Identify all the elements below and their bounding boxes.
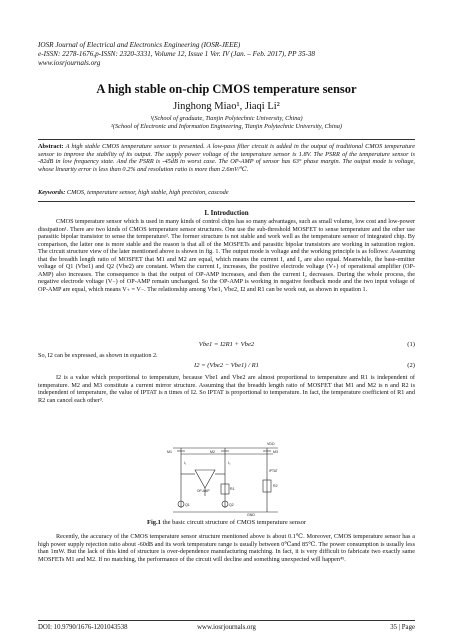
label-q1: Q1: [185, 503, 190, 507]
equation-2-number: (2): [407, 362, 415, 369]
keywords-text: CMOS, temperature sensor, high stable, high precision, cascode: [66, 189, 229, 196]
intro-paragraph-2: So, I2 can be expressed, as shown in equation 2.: [38, 352, 158, 359]
intro-paragraph-4: Recently, the accuracy of the CMOS temperature sensor structure mentioned above is about 0.1℃. Moreover, CMOS temperature sensor has a high power supply rejection ratio about -60dB and its work temperature range is usually between 0℃and 85℃. The power consumption is usually less than 1mW. But the lack of this kind of structure is over-dependence manufacturing matching. In fact, it is very difficult to fabricate two exactly same MOSFETs M1 and M2. If no matching, the performance of the circuit will decline and something unexpected will happen⁴⁵.: [38, 533, 415, 563]
keywords: [38, 189, 415, 197]
paper-authors: Jinghong Miao¹, Jiaqi Li²: [173, 101, 280, 112]
circuit-diagram: [163, 440, 290, 517]
journal-name: IOSR Journal of Electrical and Electronics Engineering (IOSR-JEEE): [38, 41, 241, 49]
label-gnd: GND: [247, 513, 255, 517]
footer-doi: DOI: 10.9790/1676-1201043538: [38, 624, 128, 631]
label-r1: R1: [230, 487, 235, 491]
figure-caption-label: Fig.1: [146, 519, 161, 526]
equation-1-expression: Vbe1 = I2R1 + Vbe2: [198, 341, 255, 348]
label-i1: I₁: [184, 461, 187, 465]
paper-title: A high stable on-chip CMOS temperature sensor: [96, 82, 357, 96]
intro-paragraph-1: CMOS temperature sensor which is used in many kinds of control chips has so many advantages, such as small volume, low cost and low-power dissipation¹. There are two kinds of CMOS temperature sensor structures. One use the sub-threshold MOSFET to sense temperature and the other use parasitic bipolar transistor to sense the temperature². The former structure is not stable and work well as the temperature sensor of integrated chip. By comparison, the latter one is more stable and the reason is that all of the MOSFETs and parasitic bipolar transistors are working in saturation region. The circuit structure view of the later mentioned above is shown in fig. 1. The output mode is voltage and the working principle is as follows: Assuming that the breadth length ratio of MOSFET that M1 and M2 are equal, which means the current I₁ and I₂ are also equal. Meanwhile, the base-emitter voltage of Q1 (Vbe1) and Q2 (Vbe2) are constant. When the current I₂ increases, the positive electrode voltage (V₊) of operational amplifier (OP-AMP) also increases. The consequence is that the output of OP-AMP increases, and then the current I₂ decreases. During the whole process, the negative electrode voltage (V₋) of OP-AMP remain unchanged. So the OP-AMP is working in negative feedback mode and the two input voltage of OP-AMP are equal, which means V₊ = V₋. The relationship among Vbe1, Vbe2, I2 and R1 can be work out, as shown in equation 1.: [38, 218, 415, 293]
equation-1-number: (1): [407, 341, 415, 348]
abstract-label: Abstract:: [38, 143, 64, 150]
affiliation-1: ¹(School of graduate, Tianjin Polytechnic University, China): [150, 115, 303, 122]
page-footer: [38, 620, 415, 631]
equation-2-expression: I2 = (Vbe2 − Vbe1) / R1: [194, 362, 259, 369]
journal-website[interactable]: www.iosrjournals.org: [38, 59, 101, 67]
abstract-bottom-rule: [38, 201, 415, 202]
footer-site[interactable]: www.iosrjournals.org: [197, 624, 256, 631]
keywords-label: Keywords:: [38, 189, 66, 196]
abstract: [38, 143, 415, 173]
abstract-top-rule: [38, 139, 415, 140]
journal-header: [38, 41, 418, 68]
label-m1: M1: [167, 450, 172, 454]
abstract-text: A high stable CMOS temperature sensor is presented. A low-pass filter circuit is added in the output of traditional CMOS temperature sensor to improve the stability of its output. The supply power voltage of the temperature sensor is 1.8V. The PSRR of the temperature sensor is -82dB in low frequency state. And the PSRR is -45dB in worst case. The OP-AMP of sensor has 63° phase margin. The output mode is voltage, whose linearity error is less than 0.2% and resolution ratio is more than 2.6mV/℃.: [38, 143, 415, 173]
label-opamp: OP-AMP: [197, 489, 210, 493]
figure-caption-text: the basic circuit structure of CMOS temperature sensor: [160, 519, 307, 526]
affiliations: [0, 115, 453, 131]
label-vdd: VDD: [267, 442, 275, 446]
label-m3: M3: [273, 450, 278, 454]
label-q2: Q2: [229, 503, 234, 507]
intro-paragraph-3: I2 is a value which proportional to temperature, because Vbe1 and Vbe2 are almost proportional to temperature and R1 is independent of temperature. M2 and M3 constitute a current mirror structure. Assuming that the breadth length ratio of MOSFET that M1 and M2 is n and R2 is independent of temperature, the value of IPTAT is n times of I2. So IPTAT is proportional to temperature. In fact, the temperature coefficient of R1 and R2 can cancel each other³.: [38, 374, 415, 404]
label-m2: M2: [210, 450, 215, 454]
footer-page: 35 | Page: [390, 624, 415, 631]
figure-caption: [0, 519, 453, 526]
section-heading: I. Introduction: [204, 209, 249, 217]
label-iptat: IPTAT: [269, 469, 278, 473]
label-r2: R2: [273, 484, 278, 488]
affiliation-2: ²(School of Electronic and Information Engineering, Tianjin Polytechnic University, China): [111, 123, 342, 130]
journal-issn: e-ISSN: 2278-1676,p-ISSN: 2320-3331, Volume 12, Issue 1 Ver. IV (Jan. – Feb. 2017), PP 35-38: [38, 50, 316, 58]
label-i2: I₂: [228, 461, 231, 465]
